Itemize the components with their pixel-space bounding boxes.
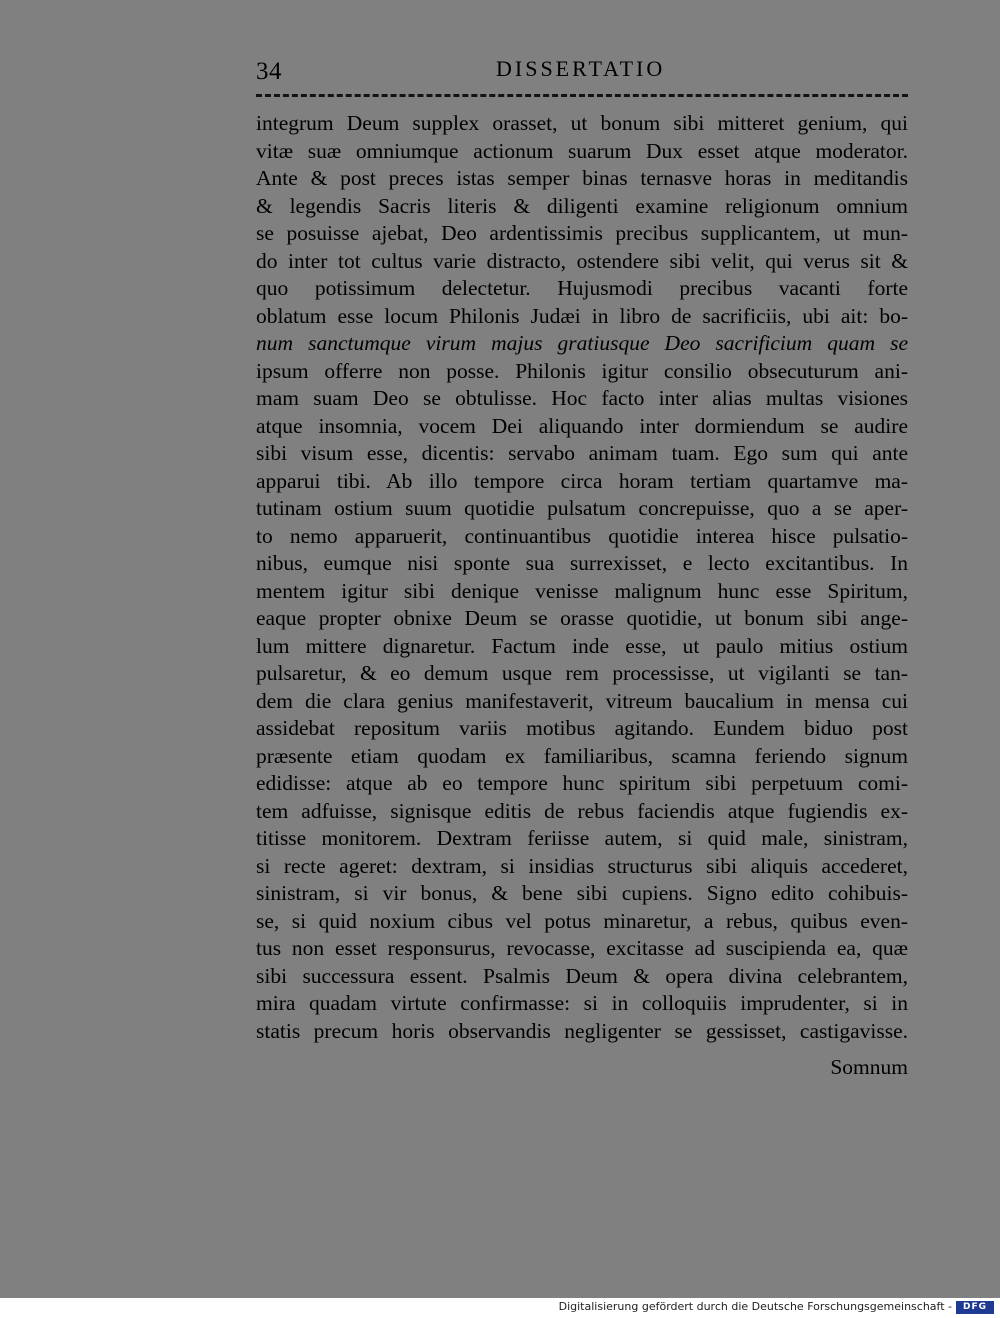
text-line: tutinam ostium suum quotidie pulsatum concrepuisse, quo a se aper-: [256, 496, 908, 520]
text-line: lum mittere dignaretur. Factum inde esse, ut paulo mitius ostium: [256, 633, 908, 658]
text-line: num sanctumque virum majus gratiusque Deo sacrificium quam se: [256, 331, 908, 355]
text-line: do inter tot cultus varie distracto, ostendere sibi velit, qui verus sit &: [256, 248, 908, 273]
running-title: DISSERTATIO: [496, 56, 666, 81]
text-line: titisse monitorem. Dextram feriisse autem, si quid male, sinistram,: [256, 826, 908, 850]
text-line: si recte ageret: dextram, si insidias structurus sibi aliquis accederet,: [256, 853, 908, 878]
text-line: assidebat repositum variis motibus agitando. Eundem biduo post: [256, 716, 908, 740]
text-line: edidisse: atque ab eo tempore hunc spiritum sibi perpetuum comi-: [256, 771, 908, 795]
funding-credit: Digitalisierung gefördert durch die Deutsche Forschungsgemeinschaft -: [558, 1300, 952, 1313]
text-line: Ante & post preces istas semper binas ternasve horas in meditandis: [256, 166, 908, 190]
text-line: sibi visum esse, dicentis: servabo animam tuam. Ego sum qui ante: [256, 441, 908, 465]
text-line: sinistram, si vir bonus, & bene sibi cupiens. Signo edito cohibuis-: [256, 881, 908, 905]
text-line: mam suam Deo se obtulisse. Hoc facto inter alias multas visiones: [256, 386, 908, 410]
text-line: tus non esset responsurus, revocasse, excitasse ad suscipienda ea, quæ: [256, 936, 908, 960]
text-line: to nemo apparuerit, continuantibus quotidie interea hisce pulsatio-: [256, 523, 908, 548]
text-line: oblatum esse locum Philonis Judæi in libro de sacrificiis, ubi ait: bo-: [256, 303, 908, 328]
text-line: ipsum offerre non posse. Philonis igitur consilio obsecuturum ani-: [256, 358, 908, 383]
dfg-logo: DFG: [956, 1301, 994, 1314]
text-line: se posuisse ajebat, Deo ardentissimis precibus supplicantem, ut mun-: [256, 221, 908, 245]
text-line: nibus, eumque nisi sponte sua surrexisset, e lecto excitantibus. In: [256, 551, 908, 575]
text-line: apparui tibi. Ab illo tempore circa horam tertiam quartamve ma-: [256, 468, 908, 493]
text-line: atque insomnia, vocem Dei aliquando inter dormiendum se audire: [256, 413, 908, 438]
page-header: [256, 52, 906, 92]
text-line: eaque propter obnixe Deum se orasse quotidie, ut bonum sibi ange-: [256, 606, 908, 630]
text-line: mira quadam virtute confirmasse: si in colloquiis imprudenter, si in: [256, 991, 908, 1015]
text-line: tem adfuisse, signisque editis de rebus faciendis atque fugiendis ex-: [256, 798, 908, 823]
body-text: [256, 110, 908, 1045]
digitization-footer: [0, 1298, 1000, 1318]
text-line: se, si quid noxium cibus vel potus minaretur, a rebus, quibus even-: [256, 908, 908, 933]
text-line: dem die clara genius manifestaverit, vitreum baucalium in mensa cui: [256, 688, 908, 713]
text-line: statis precum horis observandis negligenter se gessisset, castigavisse.: [256, 1018, 908, 1043]
text-line: præsente etiam quodam ex familiaribus, scamna feriendo signum: [256, 743, 908, 768]
header-rule: [256, 94, 908, 97]
text-line: pulsaretur, & eo demum usque rem processisse, ut vigilanti se tan-: [256, 661, 908, 685]
text-line: vitæ suæ omniumque actionum suarum Dux esset atque moderator.: [256, 138, 908, 163]
text-line: & legendis Sacris literis & diligenti examine religionum omnium: [256, 193, 908, 218]
text-line: sibi successura essent. Psalmis Deum & opera divina celebrantem,: [256, 963, 908, 988]
text-line: mentem igitur sibi denique venisse malignum hunc esse Spiritum,: [256, 578, 908, 603]
page-number: 34: [256, 58, 282, 85]
text-line: integrum Deum supplex orasset, ut bonum sibi mitteret genium, qui: [256, 111, 908, 135]
catchword: Somnum: [830, 1055, 908, 1079]
text-line: quo potissimum delectetur. Hujusmodi precibus vacanti forte: [256, 276, 908, 300]
